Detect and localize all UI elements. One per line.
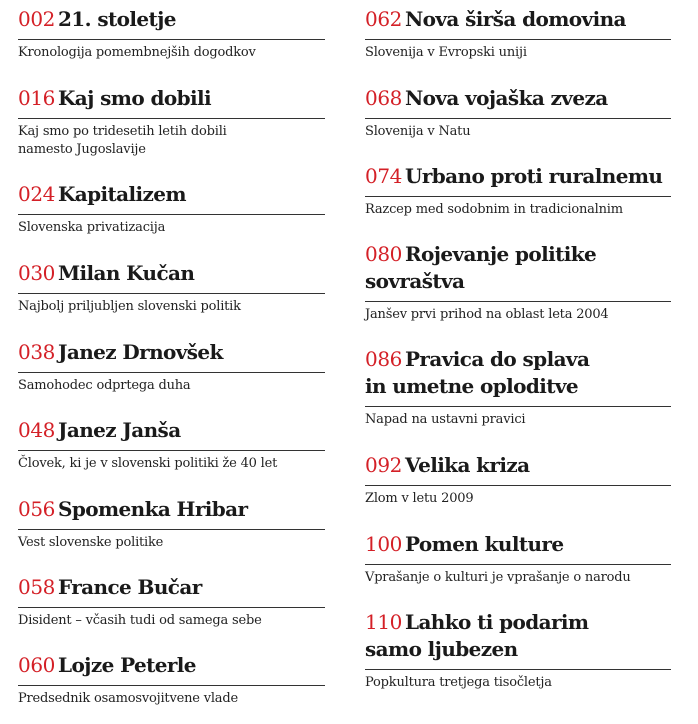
page-number: 100 <box>365 532 402 556</box>
toc-entry-title <box>365 235 671 295</box>
chapter-title: Urbano proti ruralnemu <box>404 164 663 188</box>
chapter-title: Nova vojaška zveza <box>404 86 608 110</box>
page-number: 038 <box>18 340 55 364</box>
chapter-subtitle: Vprašanje o kulturi je vprašanje o narodu <box>365 570 631 585</box>
page-number: 024 <box>18 182 55 206</box>
toc-entry-title <box>18 254 325 287</box>
chapter-subtitle: Razcep med sodobnim in tradicionalnim <box>365 202 623 217</box>
chapter-title: Janez Drnovšek <box>57 340 223 364</box>
toc-entry[interactable] <box>365 446 671 508</box>
toc-entry-title <box>365 340 671 400</box>
toc-entry-title <box>365 446 671 479</box>
chapter-subtitle: Vest slovenske politike <box>18 535 164 550</box>
chapter-subtitle: Slovenija v Natu <box>365 124 471 139</box>
page-number: 092 <box>365 453 402 477</box>
toc-entry[interactable] <box>18 490 325 552</box>
page-number: 068 <box>365 86 402 110</box>
toc-entry[interactable] <box>18 175 325 237</box>
chapter-title: Kaj smo dobili <box>57 86 211 110</box>
page-number: 016 <box>18 86 55 110</box>
page-number: 002 <box>18 7 55 31</box>
toc-entry[interactable] <box>18 568 325 630</box>
page-number: 058 <box>18 575 55 599</box>
toc-entry[interactable] <box>18 254 325 316</box>
toc-entry-title <box>18 175 325 208</box>
page-number: 074 <box>365 164 402 188</box>
page-number: 030 <box>18 261 55 285</box>
toc-entry[interactable] <box>365 603 671 692</box>
chapter-title: Velika kriza <box>404 453 530 477</box>
toc-entry-title <box>18 79 325 112</box>
toc-entry-title <box>18 0 325 33</box>
chapter-title: Nova širša domovina <box>404 7 626 31</box>
chapter-subtitle: Popkultura tretjega tisočletja <box>365 675 552 690</box>
chapter-subtitle: Janšev prvi prihod na oblast leta 2004 <box>365 307 609 322</box>
toc-entry[interactable] <box>18 0 325 62</box>
chapter-subtitle: Zlom v letu 2009 <box>365 491 474 506</box>
page-number: 110 <box>365 610 402 634</box>
toc-entry-title <box>18 568 325 601</box>
chapter-subtitle: Kaj smo po tridesetih letih dobili namesto Jugoslavije <box>18 124 227 157</box>
toc-entry[interactable] <box>365 0 671 62</box>
chapter-title: Spomenka Hribar <box>57 497 248 521</box>
chapter-title: Lojze Peterle <box>57 653 196 677</box>
chapter-subtitle: Samohodec odprtega duha <box>18 378 191 393</box>
chapter-subtitle: Napad na ustavni pravici <box>365 412 526 427</box>
page-number: 062 <box>365 7 402 31</box>
toc-entry-title <box>18 490 325 523</box>
toc-entry[interactable] <box>365 79 671 141</box>
page-number: 080 <box>365 242 402 266</box>
toc-entry-title <box>365 0 671 33</box>
toc-entry-title <box>365 157 671 190</box>
chapter-title: Janez Janša <box>57 418 181 442</box>
chapter-title: Milan Kučan <box>57 261 195 285</box>
toc-entry-title <box>365 79 671 112</box>
page-number: 060 <box>18 653 55 677</box>
chapter-subtitle: Najbolj priljubljen slovenski politik <box>18 299 241 314</box>
toc-entry[interactable] <box>18 79 325 159</box>
chapter-subtitle: Slovenska privatizacija <box>18 220 166 235</box>
page-number: 048 <box>18 418 55 442</box>
toc-entry-title <box>365 603 671 663</box>
chapter-title: Pomen kulture <box>404 532 564 556</box>
chapter-subtitle: Človek, ki je v slovenski politiki že 40 let <box>18 456 278 471</box>
chapter-title: Pravica do splava in umetne oploditve <box>365 347 590 398</box>
toc-entry-title <box>365 525 671 558</box>
page-number: 056 <box>18 497 55 521</box>
toc-entry-title <box>18 411 325 444</box>
toc-entry[interactable] <box>365 340 671 429</box>
toc-entry[interactable] <box>18 411 325 473</box>
toc-entry[interactable] <box>18 646 325 708</box>
chapter-subtitle: Predsednik osamosvojitvene vlade <box>18 691 238 706</box>
page-number: 086 <box>365 347 402 371</box>
chapter-title: 21. stoletje <box>57 7 176 31</box>
chapter-title: France Bučar <box>57 575 202 599</box>
chapter-title: Kapitalizem <box>57 182 186 206</box>
toc-entry-title <box>18 646 325 679</box>
toc-entry[interactable] <box>365 525 671 587</box>
toc-entry[interactable] <box>18 333 325 395</box>
toc-entry[interactable] <box>365 235 671 324</box>
chapter-subtitle: Kronologija pomembnejših dogodkov <box>18 45 256 60</box>
chapter-subtitle: Slovenija v Evropski uniji <box>365 45 527 60</box>
chapter-subtitle: Disident – včasih tudi od samega sebe <box>18 613 262 628</box>
toc-entry[interactable] <box>365 157 671 219</box>
chapter-title: Rojevanje politike sovraštva <box>365 242 597 293</box>
chapter-title: Lahko ti podarim samo ljubezen <box>365 610 589 661</box>
toc-entry-title <box>18 333 325 366</box>
